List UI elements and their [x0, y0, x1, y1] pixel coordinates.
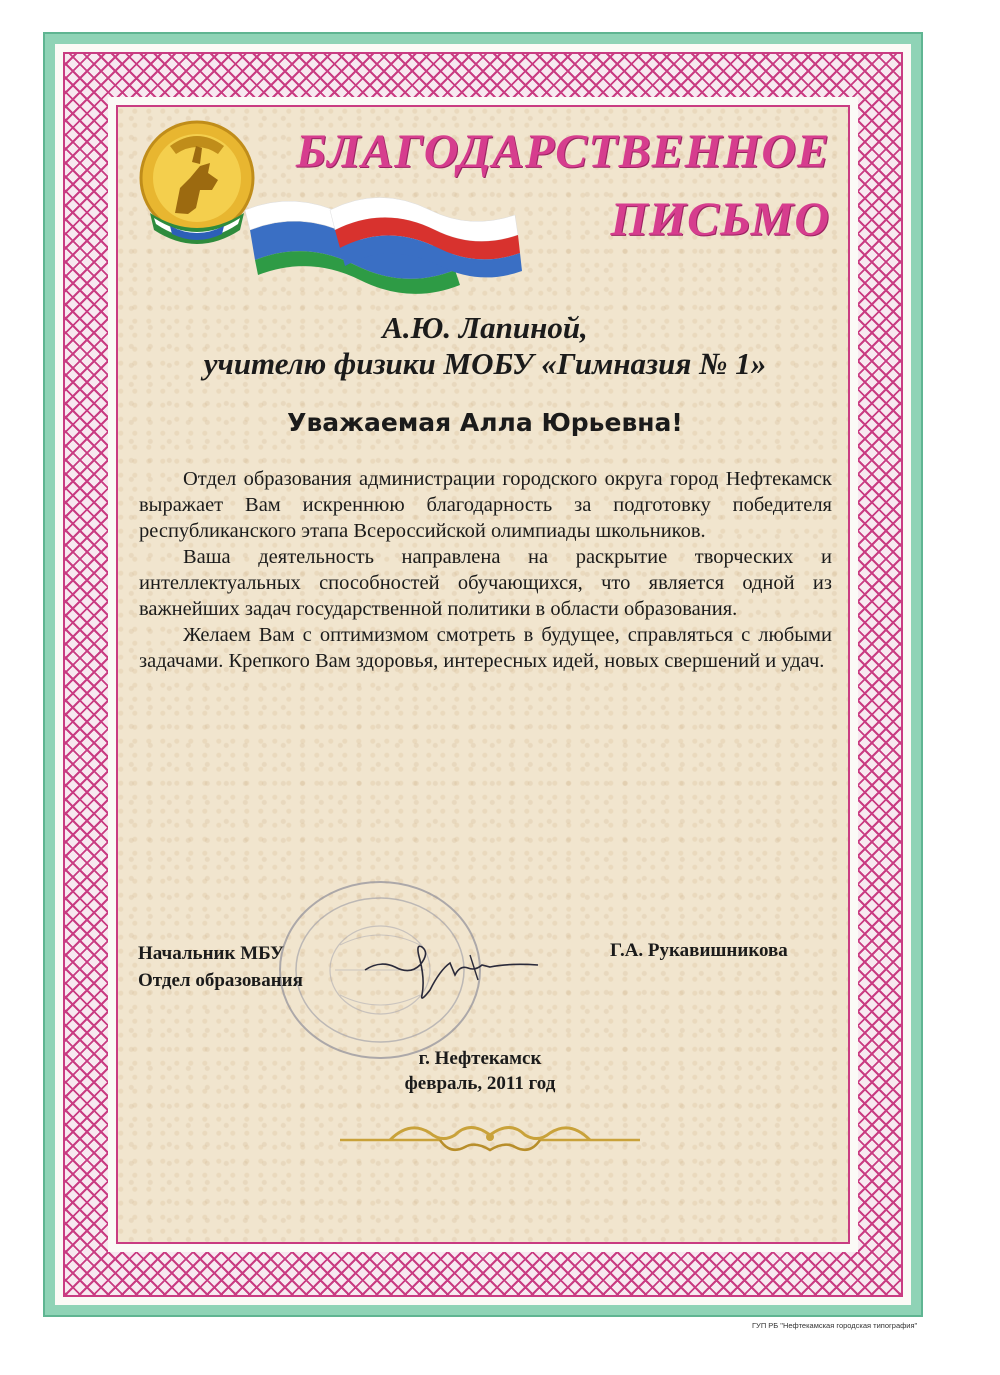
title-line1: БЛАГОДАРСТВЕННОЕ [295, 125, 830, 178]
letter-body [139, 466, 832, 674]
handwritten-signature-icon [360, 935, 540, 1005]
addressee-name: А.Ю. Лапиной, [382, 310, 588, 345]
signatory-name: Г.А. Рукавишникова [610, 940, 788, 961]
title-line2: ПИСЬМО [610, 193, 830, 246]
addressee-position: учителю физики МОБУ «Гимназия № 1» [203, 346, 767, 381]
body-paragraph: Ваша деятельность направлена на раскрытие творческих и интеллектуальных способностей обучающихся, что является одной из важнейших задач государственной политики в области образования. [139, 546, 832, 620]
body-paragraph: Отдел образования администрации городского округа город Нефтекамск выражает Вам искреннюю благодарность за подготовку победителя республиканского этапа Всероссийской олимпиады школьников. [139, 468, 832, 542]
signatory-position-line2: Отдел образования [138, 970, 303, 991]
greeting: Уважаемая Алла Юрьевна! [287, 408, 683, 437]
printer-credit: ГУП РБ "Нефтекамская городская типография" [752, 1321, 918, 1330]
decorative-flourish-icon [330, 1115, 650, 1160]
date: февраль, 2011 год [404, 1073, 556, 1094]
signatory-position [138, 940, 303, 994]
signatory-position-line1: Начальник МБУ [138, 943, 284, 964]
body-paragraph: Желаем Вам с оптимизмом смотреть в будущее, справляться с любыми задачами. Крепкого Вам здоровья, интересных идей, новых свершений и удач. [139, 624, 832, 672]
city: г. Нефтекамск [418, 1048, 542, 1069]
